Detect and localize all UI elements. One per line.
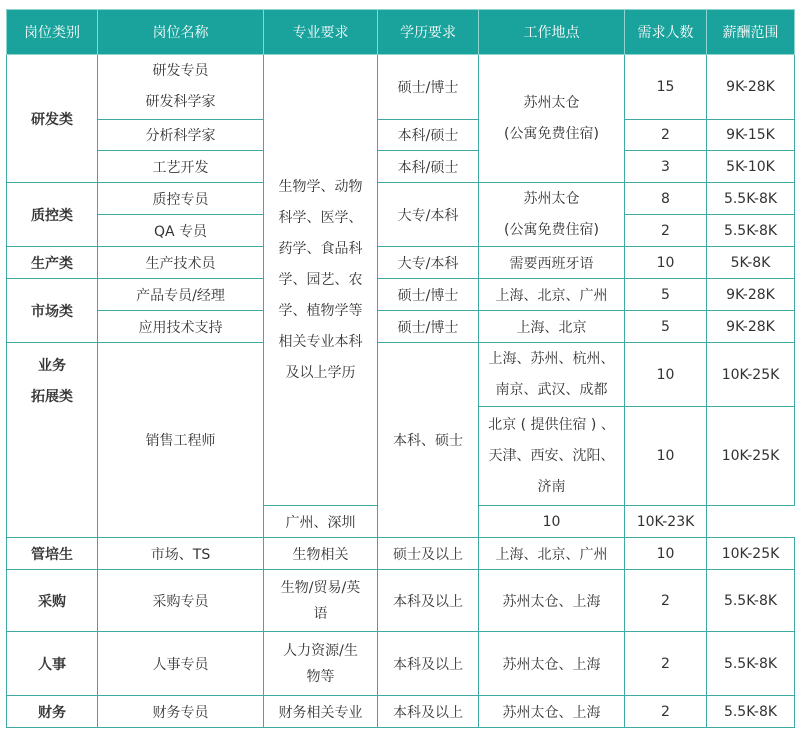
- location-cell: 苏州太仓、上海: [479, 632, 625, 696]
- category-finance: 财务: [7, 696, 98, 728]
- table-row: [7, 343, 795, 407]
- position-name: 分析科学家: [98, 120, 264, 151]
- salary-cell: 9K-28K: [707, 311, 795, 343]
- header-headcount: 需求人数: [625, 10, 707, 55]
- salary-cell: 5K-8K: [707, 247, 795, 279]
- salary-cell: 5K-10K: [707, 151, 795, 183]
- education-cell: 大专/本科: [378, 183, 479, 247]
- major-line: 人力资源/生: [283, 642, 358, 659]
- category-trainee: 管培生: [7, 538, 98, 570]
- major-cell: 生物相关: [264, 538, 378, 570]
- category-production: 生产类: [7, 247, 98, 279]
- header-category: 岗位类别: [7, 10, 98, 55]
- major-line: 及以上学历: [285, 364, 356, 381]
- header-location: 工作地点: [479, 10, 625, 55]
- salary-cell: 10K-23K: [625, 506, 707, 538]
- education-cell: 硕士及以上: [378, 538, 479, 570]
- major-line: 生物/贸易/英: [280, 579, 361, 596]
- position-name: 研发专员: [152, 63, 209, 79]
- headcount-cell: 10: [625, 247, 707, 279]
- education-cell: 本科、硕士: [378, 343, 479, 538]
- education-cell: 硕士/博士: [378, 279, 479, 311]
- position-name: 市场、TS: [98, 538, 264, 570]
- headcount-cell: 5: [625, 279, 707, 311]
- salary-cell: 10K-25K: [707, 343, 795, 407]
- salary-cell: 10K-25K: [707, 407, 795, 506]
- table-header-row: [7, 10, 795, 55]
- table-row: [7, 151, 795, 183]
- category-line: 拓展类: [31, 389, 73, 405]
- location-line: 苏州太仓: [523, 94, 580, 111]
- table-row: [7, 120, 795, 151]
- headcount-cell: 2: [625, 632, 707, 696]
- location-cell: 广州、深圳: [264, 506, 378, 538]
- education-cell: 本科及以上: [378, 570, 479, 632]
- education-cell: 本科及以上: [378, 696, 479, 728]
- category-line: 业务: [38, 358, 66, 374]
- salary-cell: 9K-28K: [707, 55, 795, 120]
- major-line: 科学、医学、: [278, 209, 363, 226]
- headcount-cell: 2: [625, 215, 707, 247]
- major-cell: [264, 570, 378, 632]
- job-openings-table: [6, 9, 795, 728]
- major-line: 相关专业本科: [278, 333, 363, 350]
- position-name: 采购专员: [98, 570, 264, 632]
- table-row: [7, 632, 795, 696]
- location-line: 天津、西安、沈阳、: [488, 447, 615, 464]
- headcount-cell: 10: [625, 407, 707, 506]
- location-line: 上海、苏州、杭州、: [488, 350, 615, 367]
- major-shared-cell: [264, 55, 378, 506]
- location-cell: [479, 55, 625, 183]
- salary-cell: 10K-25K: [707, 538, 795, 570]
- table-row: [7, 696, 795, 728]
- position-name: 产品专员/经理: [98, 279, 264, 311]
- major-cell: [264, 632, 378, 696]
- salary-cell: 5.5K-8K: [707, 570, 795, 632]
- location-cell: 上海、北京、广州: [479, 279, 625, 311]
- position-name: 财务专员: [98, 696, 264, 728]
- headcount-cell: 15: [625, 55, 707, 120]
- category-marketing: 市场类: [7, 279, 98, 343]
- table-row: [7, 279, 795, 311]
- headcount-cell: 8: [625, 183, 707, 215]
- table-row: [7, 570, 795, 632]
- education-cell: 本科/硕士: [378, 120, 479, 151]
- location-line: 南京、武汉、成都: [495, 381, 608, 398]
- position-name: 生产技术员: [98, 247, 264, 279]
- salary-cell: 5.5K-8K: [707, 183, 795, 215]
- headcount-cell: 10: [625, 538, 707, 570]
- position-cell: [98, 55, 264, 120]
- table-row: [7, 183, 795, 215]
- education-cell: 本科及以上: [378, 632, 479, 696]
- salary-cell: 5.5K-8K: [707, 632, 795, 696]
- major-line: 学、园艺、农: [278, 271, 363, 288]
- education-cell: 硕士/博士: [378, 311, 479, 343]
- headcount-cell: 2: [625, 570, 707, 632]
- location-cell: [479, 407, 625, 506]
- category-qc: 质控类: [7, 183, 98, 247]
- category-business: [7, 343, 98, 538]
- location-cell: 苏州太仓、上海: [479, 570, 625, 632]
- location-cell: [479, 343, 625, 407]
- header-major: 专业要求: [264, 10, 378, 55]
- major-line: 语: [313, 605, 328, 622]
- education-cell: 本科/硕士: [378, 151, 479, 183]
- headcount-cell: 2: [625, 696, 707, 728]
- location-cell: [479, 183, 625, 247]
- position-name: 应用技术支持: [98, 311, 264, 343]
- salary-cell: 9K-15K: [707, 120, 795, 151]
- salary-cell: 9K-28K: [707, 279, 795, 311]
- header-salary: 薪酬范围: [707, 10, 795, 55]
- headcount-cell: 5: [625, 311, 707, 343]
- location-line: 苏州太仓: [523, 190, 580, 207]
- header-education: 学历要求: [378, 10, 479, 55]
- position-name: 人事专员: [98, 632, 264, 696]
- position-name: 质控专员: [98, 183, 264, 215]
- location-cell: 上海、北京、广州: [479, 538, 625, 570]
- table-row: [7, 55, 795, 120]
- position-name: 工艺开发: [98, 151, 264, 183]
- location-line: 北京 ( 提供住宿 ) 、: [488, 416, 615, 433]
- category-hr: 人事: [7, 632, 98, 696]
- position-name: 研发科学家: [145, 94, 216, 110]
- salary-cell: 5.5K-8K: [707, 696, 795, 728]
- salary-cell: 5.5K-8K: [707, 215, 795, 247]
- education-cell: 大专/本科: [378, 247, 479, 279]
- location-cell: 苏州太仓、上海: [479, 696, 625, 728]
- location-line: (公寓免费住宿): [504, 125, 599, 142]
- location-line: 济南: [537, 478, 566, 495]
- headcount-cell: 2: [625, 120, 707, 151]
- headcount-cell: 3: [625, 151, 707, 183]
- major-line: 学、植物学等: [278, 302, 363, 319]
- table-row: [7, 247, 795, 279]
- header-position: 岗位名称: [98, 10, 264, 55]
- location-cell: 上海、北京: [479, 311, 625, 343]
- headcount-cell: 10: [625, 343, 707, 407]
- position-name: 销售工程师: [98, 343, 264, 538]
- major-line: 生物学、动物: [278, 178, 363, 195]
- major-line: 物等: [306, 668, 335, 685]
- category-purchasing: 采购: [7, 570, 98, 632]
- major-line: 药学、食品科: [278, 240, 363, 257]
- position-name: QA 专员: [98, 215, 264, 247]
- education-cell: 硕士/博士: [378, 55, 479, 120]
- headcount-cell: 10: [479, 506, 625, 538]
- major-cell: 财务相关专业: [264, 696, 378, 728]
- location-cell: 需要西班牙语: [479, 247, 625, 279]
- table-row: [7, 538, 795, 570]
- location-line: (公寓免费住宿): [504, 221, 599, 238]
- category-rd: 研发类: [7, 55, 98, 183]
- table-row: [7, 311, 795, 343]
